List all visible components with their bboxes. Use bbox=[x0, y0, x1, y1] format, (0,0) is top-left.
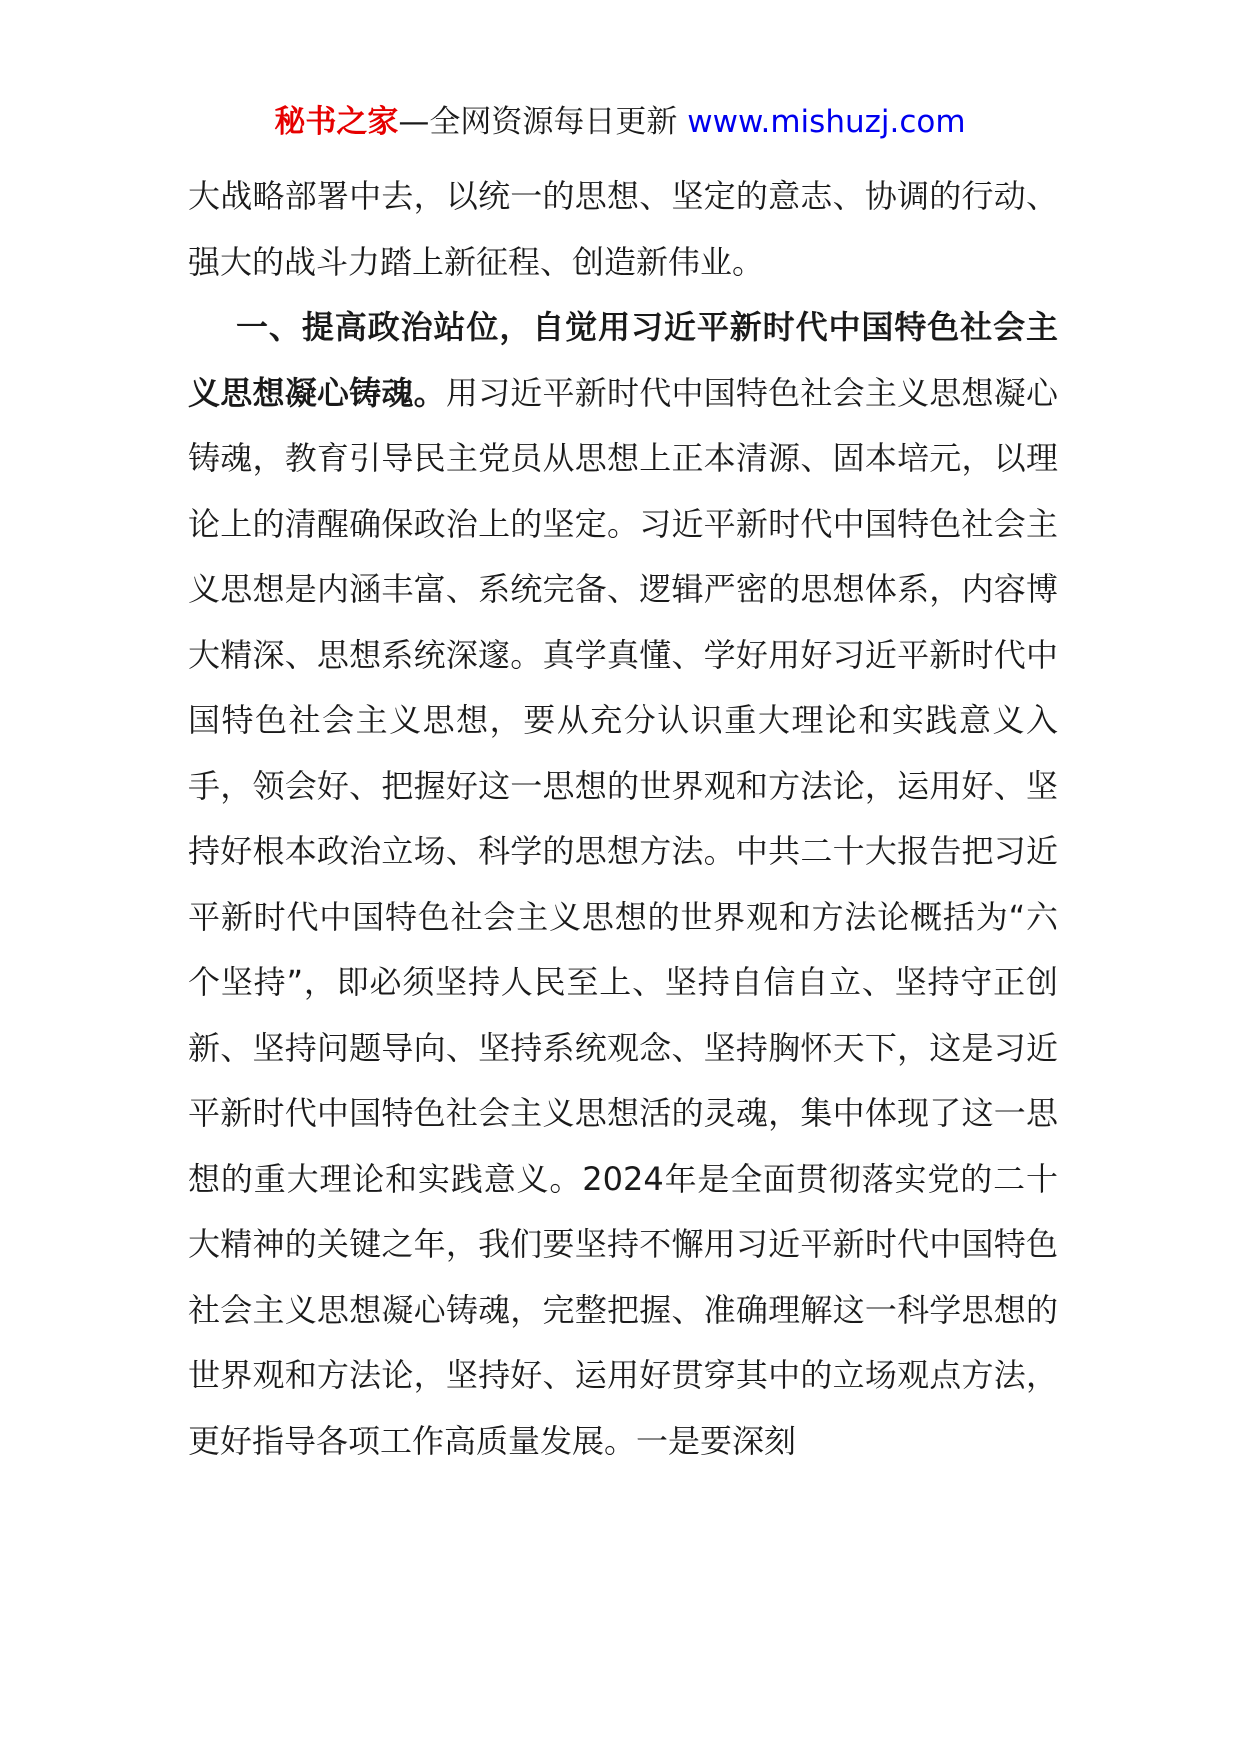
header-tagline: —全网资源每日更新 bbox=[398, 104, 678, 140]
website-link[interactable]: www.mishuzj.com bbox=[687, 104, 966, 140]
brand-name: 秘书之家 bbox=[274, 104, 399, 140]
section-heading: 一、提高政治站位，自觉用习近平新时代中国特色社会主义思想凝心铸魂。 bbox=[188, 308, 1058, 412]
paragraph-continuation: 大战略部署中去，以统一的思想、坚定的意志、协调的行动、强大的战斗力踏上新征程、创造新伟业。 bbox=[188, 177, 1058, 281]
document-body bbox=[188, 164, 1058, 1474]
page-header bbox=[0, 100, 1240, 144]
paragraph-section-one bbox=[188, 295, 1058, 1474]
section-body: 用习近平新时代中国特色社会主义思想凝心铸魂，教育引导民主党员从思想上正本清源、固本培元，以理论上的清醒确保政治上的坚定。习近平新时代中国特色社会主义思想是内涵丰富、系统完备、逻辑严密的思想体系，内容博大精深、思想系统深邃。真学真懂、学好用好习近平新时代中国特色社会主义思想，要从充分认识重大理论和实践意义入手，领会好、把握好这一思想的世界观和方法论，运用好、坚持好根本政治立场、科学的思想方法。中共二十大报告把习近平新时代中国特色社会主义思想的世界观和方法论概括为“六个坚持”，即必须坚持人民至上、坚持自信自立、坚持守正创新、坚持问题导向、坚持系统观念、坚持胸怀天下，这是习近平新时代中国特色社会主义思想活的灵魂，集中体现了这一思想的重大理论和实践意义。2024年是全面贯彻落实党的二十大精神的关键之年，我们要坚持不懈用习近平新时代中国特色社会主义思想凝心铸魂，完整把握、准确理解这一科学思想的世界观和方法论，坚持好、运用好贯穿其中的立场观点方法，更好指导各项工作高质量发展。一是要深刻 bbox=[188, 373, 1058, 1460]
